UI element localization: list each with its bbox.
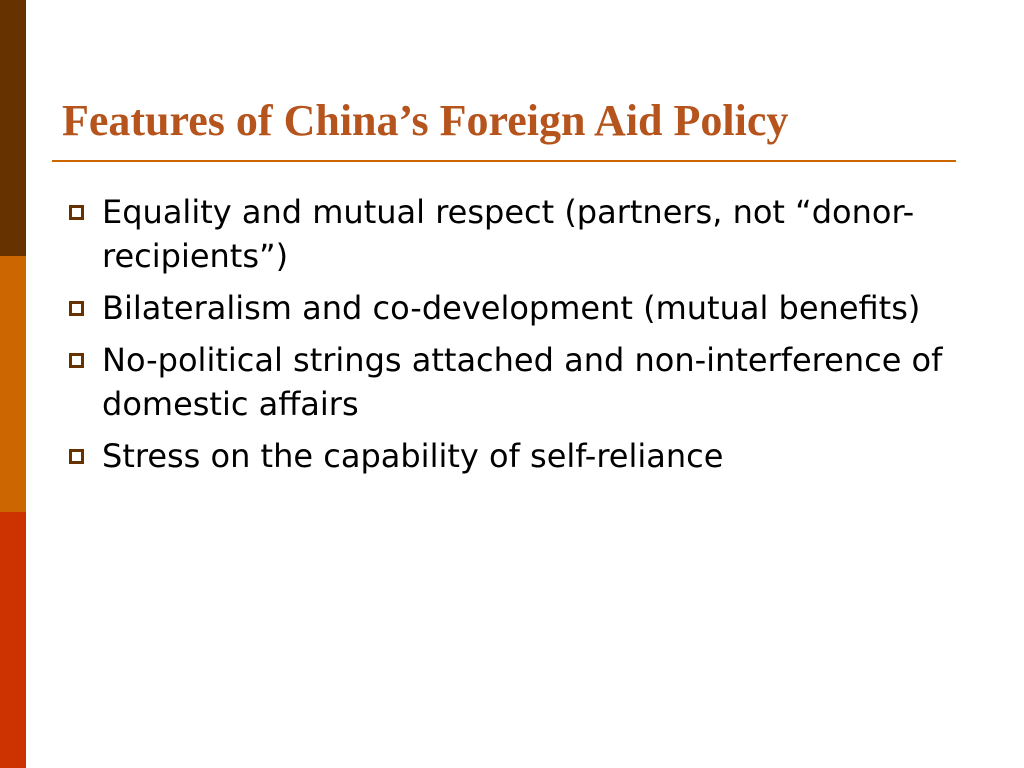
- hollow-square-bullet-icon: [69, 301, 84, 316]
- hollow-square-bullet-icon: [69, 353, 84, 368]
- side-bar-segment-top: [0, 0, 26, 256]
- bullet-list: [64, 190, 964, 486]
- bullet-text: Stress on the capability of self-reliance: [102, 437, 724, 475]
- hollow-square-bullet-icon: [69, 449, 84, 464]
- title-underline: [52, 160, 956, 162]
- bullet-item: [64, 434, 964, 478]
- bullet-item: [64, 286, 964, 330]
- bullet-item: [64, 190, 964, 278]
- bullet-text: No-political strings attached and non-interference of domestic affairs: [102, 341, 943, 423]
- side-bar-segment-middle: [0, 256, 26, 512]
- bullet-item: [64, 338, 964, 426]
- slide-title: Features of China’s Foreign Aid Policy: [62, 96, 789, 145]
- decorative-side-bar: [0, 0, 26, 768]
- side-bar-segment-bottom: [0, 512, 26, 768]
- bullet-text: Bilateralism and co-development (mutual benefits): [102, 289, 921, 327]
- bullet-text: Equality and mutual respect (partners, not “donor-recipients”): [102, 193, 915, 275]
- hollow-square-bullet-icon: [69, 205, 84, 220]
